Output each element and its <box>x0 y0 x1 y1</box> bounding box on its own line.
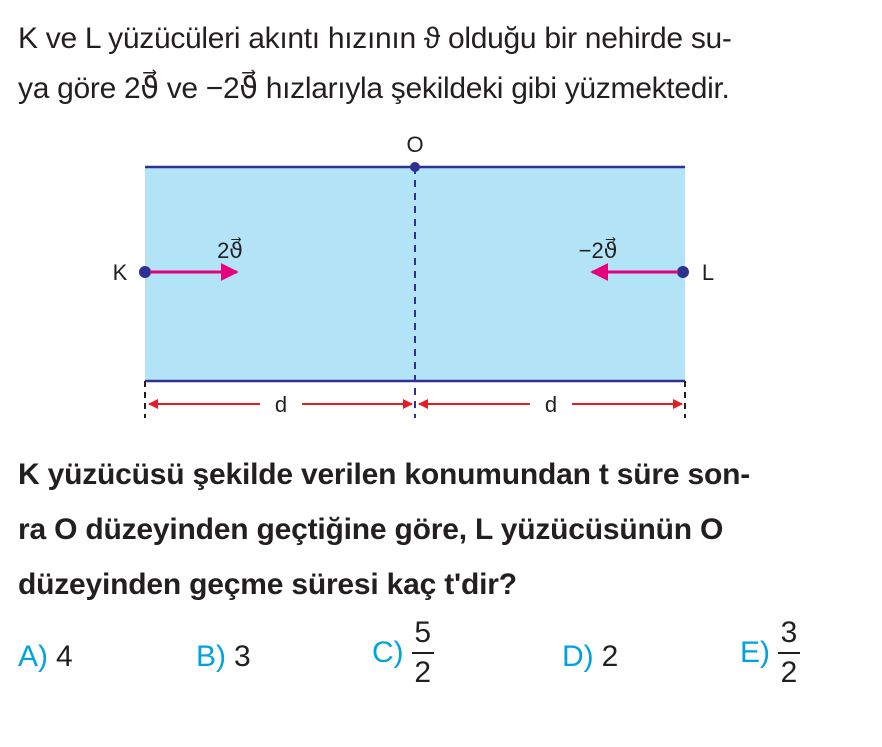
option-b[interactable] <box>196 640 251 674</box>
o-label: O <box>406 132 424 157</box>
intro-line-1: K ve L yüzücüleri akıntı hızının ϑ olduğu bir nehirde su- <box>18 22 732 55</box>
intro-line-2: ya göre 2ϑ⃗ ve −2ϑ⃗ hızlarıyla şekildeki gibi yüzmektedir. <box>18 72 730 105</box>
d-right-label: d <box>544 392 558 417</box>
option-d[interactable] <box>562 640 618 674</box>
l-velocity-label: −2ϑ⃗ <box>578 238 618 263</box>
l-label: L <box>701 260 715 285</box>
question-line-3: düzeyinden geçme süresi kaç t'dir? <box>18 568 517 601</box>
d-left-label: d <box>274 392 288 417</box>
option-e-fraction <box>778 618 800 688</box>
option-a[interactable] <box>18 640 73 674</box>
option-b-value: 3 <box>234 640 251 673</box>
option-a-value: 4 <box>56 640 73 673</box>
fraction-bar <box>412 652 434 654</box>
question-line-2: ra O düzeyinden geçtiğine göre, L yüzücüsünün O <box>18 513 724 546</box>
option-d-value: 2 <box>601 640 619 673</box>
o-point <box>410 162 420 172</box>
option-e-denominator: 2 <box>780 656 798 689</box>
k-label: K <box>112 260 128 285</box>
option-d-letter: D) <box>562 640 594 673</box>
k-velocity-label: 2ϑ⃗ <box>217 238 243 263</box>
question-line-1: K yüzücüsü şekilde verilen konumundan t süre son- <box>18 458 751 491</box>
option-e-letter: E) <box>740 636 770 669</box>
option-c-letter: C) <box>372 636 404 669</box>
option-e-numerator: 3 <box>780 616 798 649</box>
k-swimmer-dot <box>139 266 151 278</box>
option-c[interactable] <box>372 618 434 688</box>
option-a-letter: A) <box>18 640 48 673</box>
option-b-letter: B) <box>196 640 226 673</box>
option-c-numerator: 5 <box>414 616 431 649</box>
fraction-bar <box>778 652 800 654</box>
question-text <box>18 447 878 612</box>
option-c-denominator: 2 <box>414 656 431 689</box>
option-e[interactable] <box>740 618 800 688</box>
l-swimmer-dot <box>677 266 689 278</box>
option-c-fraction <box>412 618 434 688</box>
